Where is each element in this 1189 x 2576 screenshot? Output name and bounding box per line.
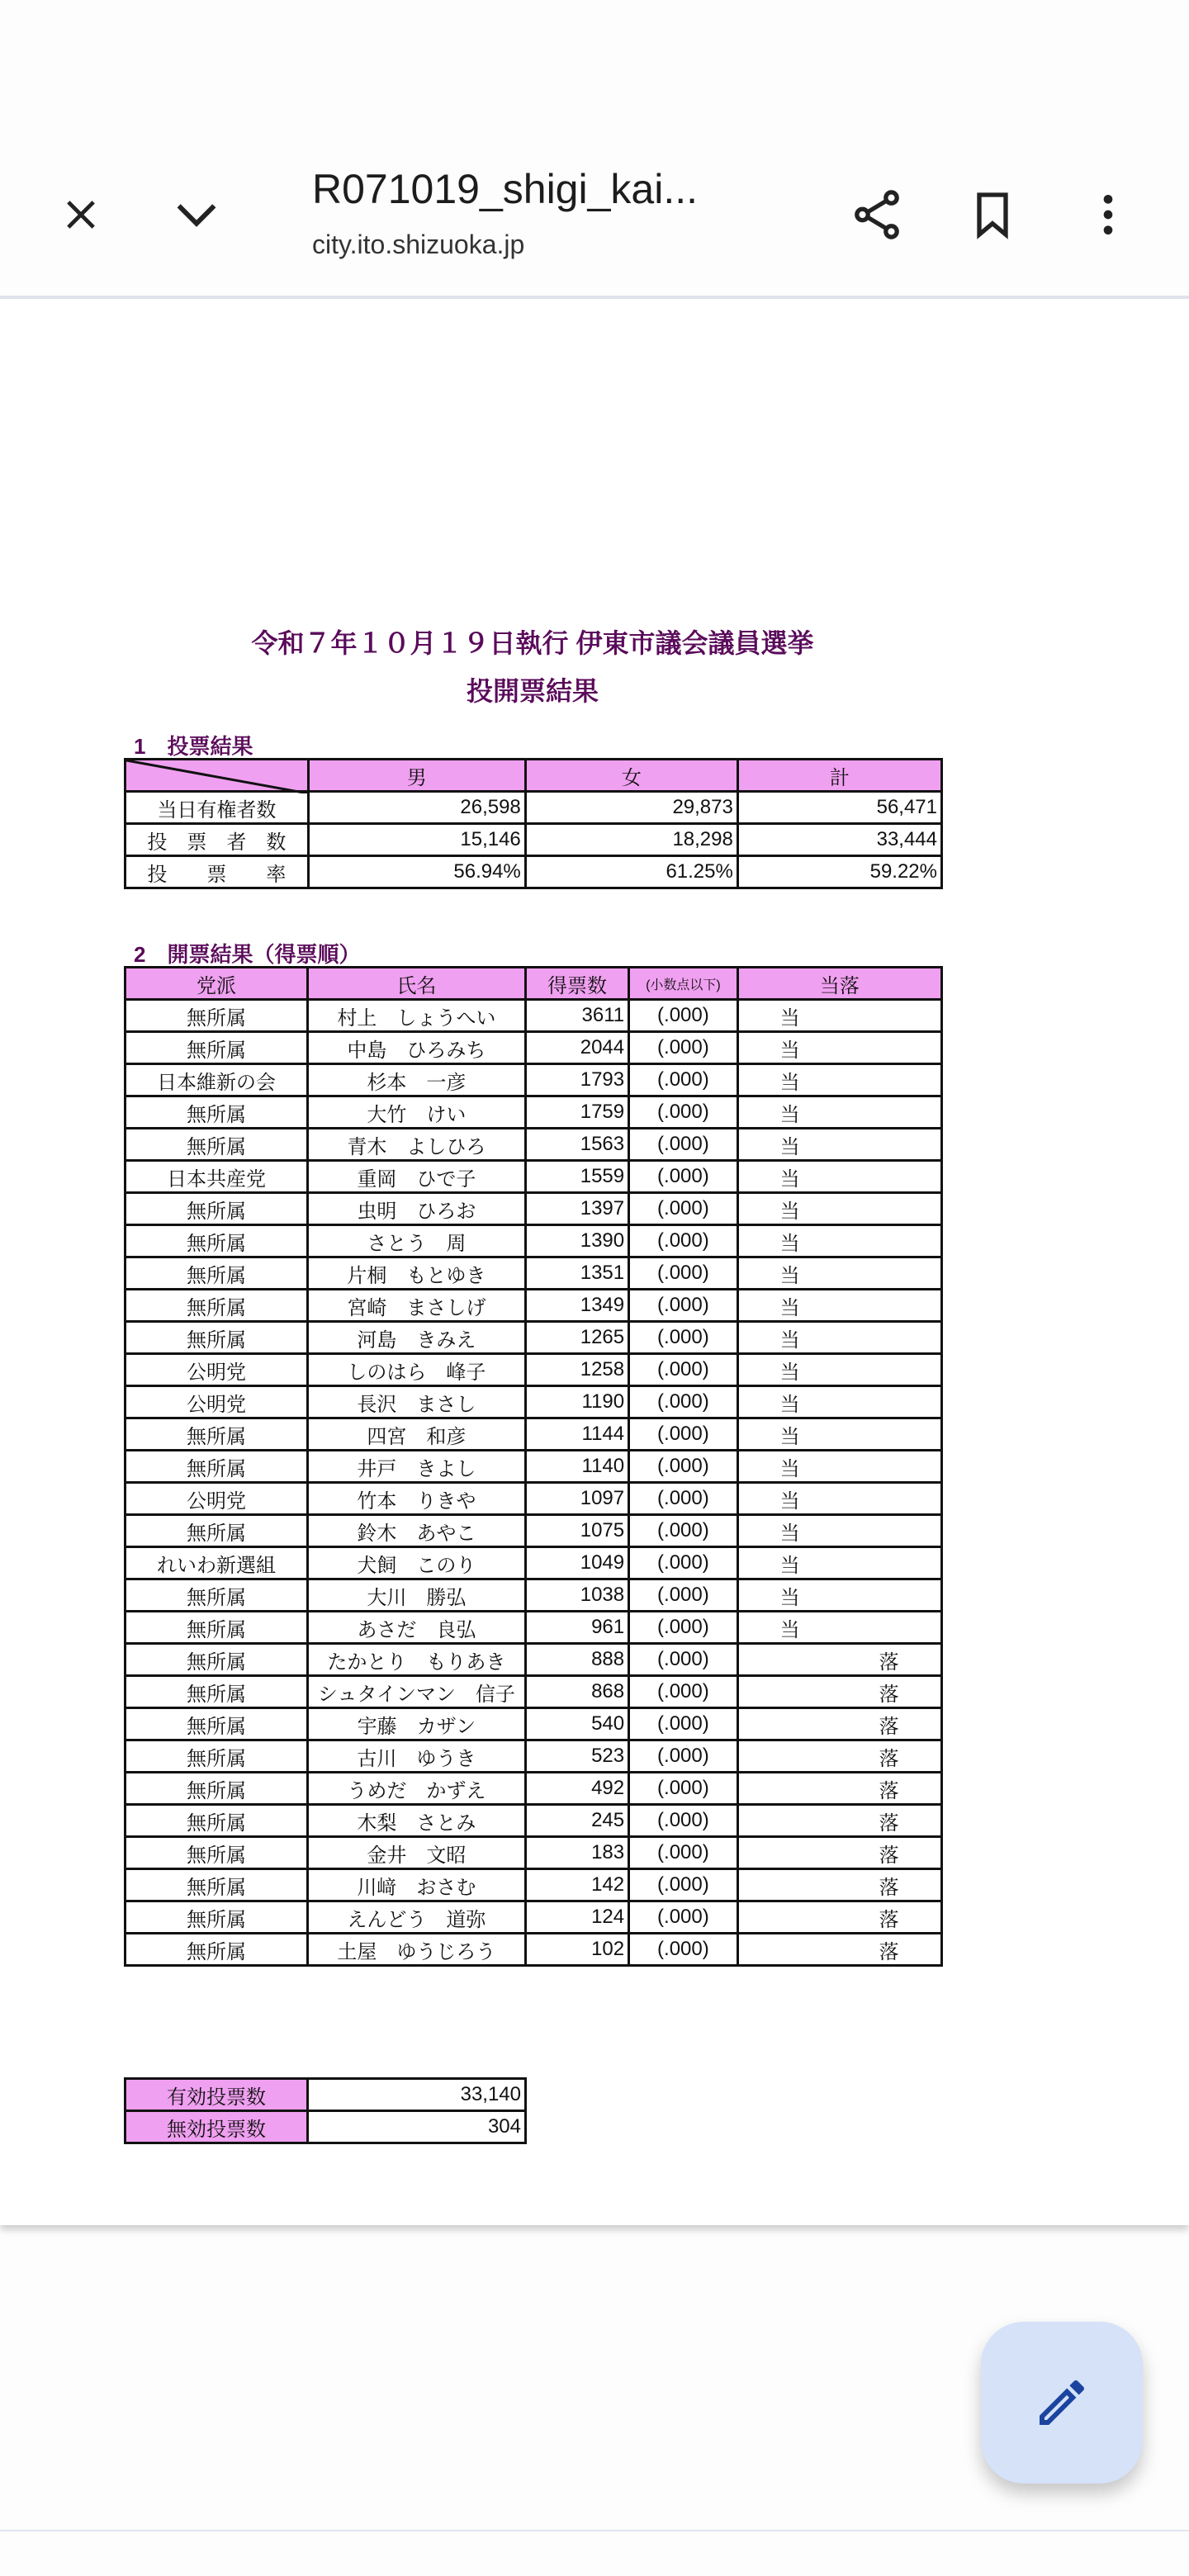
votes-cell: 142: [525, 1869, 628, 1901]
decimal-cell: (.000): [629, 1708, 738, 1740]
summary-row: [126, 2079, 526, 2111]
candidate-name-cell: 青木 よしひろ: [308, 1129, 526, 1161]
candidate-row: [126, 1579, 942, 1612]
party-cell: 無所属: [126, 1418, 308, 1451]
candidate-name-cell: えんどう 道弥: [308, 1901, 526, 1934]
candidate-row: [126, 1515, 942, 1547]
candidate-row: [126, 1805, 942, 1837]
decimal-cell: (.000): [629, 1290, 738, 1322]
decimal-cell: (.000): [629, 1225, 738, 1257]
candidate-row: [126, 1483, 942, 1515]
decimal-cell: (.000): [629, 1193, 738, 1225]
result-cell: 当: [737, 1161, 941, 1193]
party-cell: 日本共産党: [126, 1161, 308, 1193]
close-icon: [59, 193, 102, 236]
decimal-cell: (.000): [629, 1483, 738, 1515]
decimal-cell: (.000): [629, 1354, 738, 1386]
turnout-header-row: [126, 760, 942, 792]
candidate-name-cell: 大竹 けい: [308, 1096, 526, 1129]
candidate-name-cell: 杉本 一彦: [308, 1064, 526, 1096]
candidate-name-cell: 川﨑 おさむ: [308, 1869, 526, 1901]
summary-value: 304: [307, 2111, 525, 2143]
party-cell: 無所属: [126, 1740, 308, 1773]
decimal-cell: (.000): [629, 1612, 738, 1644]
decimal-cell: (.000): [629, 1805, 738, 1837]
votes-cell: 1793: [525, 1064, 628, 1096]
candidate-row: [126, 1257, 942, 1290]
party-cell: 無所属: [126, 1612, 308, 1644]
candidate-row: [126, 1837, 942, 1869]
votes-cell: 245: [525, 1805, 628, 1837]
party-cell: 無所属: [126, 1708, 308, 1740]
candidate-row: [126, 1740, 942, 1773]
document-subtitle: 投開票結果: [466, 676, 599, 706]
decimal-cell: (.000): [629, 1901, 738, 1934]
turnout-row: [126, 792, 942, 824]
candidate-name-cell: 鈴木 あやこ: [308, 1515, 526, 1547]
decimal-cell: (.000): [629, 1644, 738, 1676]
candidate-name-cell: あさだ 良弘: [308, 1612, 526, 1644]
votes-cell: 1097: [525, 1483, 628, 1515]
header-female: 女: [525, 760, 737, 792]
summary-label: 有効投票数: [126, 2079, 308, 2111]
decimal-cell: (.000): [629, 1837, 738, 1869]
candidate-row: [126, 1451, 942, 1483]
bookmark-button[interactable]: [959, 182, 1026, 248]
more-vert-icon: [1082, 188, 1135, 241]
party-cell: 無所属: [126, 1000, 308, 1032]
document-title: 令和７年１０月１９日執行 伊東市議会議員選挙: [251, 628, 814, 658]
votes-cell: 1258: [525, 1354, 628, 1386]
candidate-row: [126, 1225, 942, 1257]
party-cell: 無所属: [126, 1193, 308, 1225]
votes-cell: 1265: [525, 1322, 628, 1354]
candidate-row: [126, 1000, 942, 1032]
candidate-name-cell: 大川 勝弘: [308, 1579, 526, 1612]
result-cell: 当: [737, 1032, 941, 1064]
candidate-row: [126, 1064, 942, 1096]
votes-cell: 1351: [525, 1257, 628, 1290]
decimal-cell: (.000): [629, 1579, 738, 1612]
candidate-row: [126, 1901, 942, 1934]
result-cell: 落: [737, 1837, 941, 1869]
candidate-name-cell: 宇藤 カザン: [308, 1708, 526, 1740]
votes-cell: 1759: [525, 1096, 628, 1129]
collapse-button[interactable]: [163, 182, 230, 248]
party-cell: 公明党: [126, 1354, 308, 1386]
result-cell: 当: [737, 1483, 941, 1515]
result-cell: 当: [737, 1515, 941, 1547]
result-cell: 当: [737, 1096, 941, 1129]
candidate-name-cell: 中島 ひろみち: [308, 1032, 526, 1064]
result-cell: 当: [737, 1612, 941, 1644]
pdf-page: [0, 299, 1189, 2225]
result-cell: 当: [737, 1225, 941, 1257]
party-cell: 公明党: [126, 1386, 308, 1418]
candidate-row: [126, 1547, 942, 1579]
row-label: 投 票 者 数: [126, 824, 309, 856]
diagonal-header-cell: [126, 760, 309, 792]
votes-cell: 1390: [525, 1225, 628, 1257]
result-cell: 当: [737, 1322, 941, 1354]
candidate-row: [126, 1129, 942, 1161]
result-cell: 当: [737, 1290, 941, 1322]
summary-table: [124, 2077, 527, 2144]
result-cell: 当: [737, 1064, 941, 1096]
party-cell: 無所属: [126, 1225, 308, 1257]
votes-cell: 1075: [525, 1515, 628, 1547]
candidate-name-cell: 長沢 まさし: [308, 1386, 526, 1418]
header-male: 男: [308, 760, 525, 792]
page-domain: city.ito.shizuoka.jp: [312, 230, 525, 259]
candidate-row: [126, 1386, 942, 1418]
candidate-row: [126, 1708, 942, 1740]
row-value: 59.22%: [737, 856, 941, 888]
results-header-row: [126, 968, 942, 1000]
share-icon: [848, 186, 906, 244]
turnout-row: [126, 824, 942, 856]
candidate-name-cell: 四宮 和彦: [308, 1418, 526, 1451]
decimal-cell: (.000): [629, 1676, 738, 1708]
row-value: 33,444: [737, 824, 941, 856]
result-cell: 落: [737, 1676, 941, 1708]
decimal-cell: (.000): [629, 1386, 738, 1418]
more-options-button[interactable]: [1075, 182, 1141, 248]
row-value: 15,146: [308, 824, 525, 856]
row-value: 56,471: [737, 792, 941, 824]
decimal-cell: (.000): [629, 1161, 738, 1193]
candidate-name-cell: 犬飼 このり: [308, 1547, 526, 1579]
votes-cell: 1563: [525, 1129, 628, 1161]
party-cell: 無所属: [126, 1901, 308, 1934]
party-cell: 無所属: [126, 1515, 308, 1547]
party-cell: 無所属: [126, 1096, 308, 1129]
section-2-heading: 2 開票結果（得票順）: [134, 942, 361, 967]
result-cell: 落: [737, 1934, 941, 1966]
decimal-cell: (.000): [629, 1129, 738, 1161]
party-cell: 無所属: [126, 1805, 308, 1837]
votes-cell: 961: [525, 1612, 628, 1644]
candidate-name-cell: 重岡 ひで子: [308, 1161, 526, 1193]
candidate-row: [126, 1934, 942, 1966]
row-value: 56.94%: [308, 856, 525, 888]
edit-button[interactable]: [981, 2322, 1143, 2484]
result-cell: 当: [737, 1257, 941, 1290]
candidate-row: [126, 1290, 942, 1322]
candidate-name-cell: 村上 しょうへい: [308, 1000, 526, 1032]
votes-cell: 1559: [525, 1161, 628, 1193]
candidate-row: [126, 1418, 942, 1451]
row-value: 29,873: [525, 792, 737, 824]
votes-cell: 888: [525, 1644, 628, 1676]
party-cell: 無所属: [126, 1644, 308, 1676]
party-cell: 無所属: [126, 1837, 308, 1869]
result-cell: 落: [737, 1644, 941, 1676]
candidate-row: [126, 1869, 942, 1901]
candidate-name-cell: 片桐 もとゆき: [308, 1257, 526, 1290]
decimal-cell: (.000): [629, 1869, 738, 1901]
candidate-row: [126, 1322, 942, 1354]
party-cell: 無所属: [126, 1129, 308, 1161]
party-cell: 無所属: [126, 1934, 308, 1966]
result-cell: 落: [737, 1901, 941, 1934]
party-cell: 無所属: [126, 1257, 308, 1290]
party-cell: 無所属: [126, 1451, 308, 1483]
summary-row: [126, 2111, 526, 2143]
candidate-name-cell: 河島 きみえ: [308, 1322, 526, 1354]
page-title: R071019_shigi_kai...: [312, 166, 698, 212]
result-cell: 当: [737, 1000, 941, 1032]
header-total: 計: [737, 760, 941, 792]
decimal-cell: (.000): [629, 1515, 738, 1547]
candidate-row: [126, 1096, 942, 1129]
result-cell: 落: [737, 1708, 941, 1740]
header-result: 当落: [737, 968, 941, 1000]
votes-cell: 1140: [525, 1451, 628, 1483]
header-decimal: (小数点以下): [629, 968, 738, 1000]
party-cell: 日本維新の会: [126, 1064, 308, 1096]
section-1-heading: 1 投票結果: [134, 734, 253, 759]
candidate-row: [126, 1644, 942, 1676]
candidate-row: [126, 1032, 942, 1064]
result-cell: 当: [737, 1579, 941, 1612]
candidate-name-cell: うめだ かずえ: [308, 1773, 526, 1805]
result-cell: 当: [737, 1451, 941, 1483]
votes-cell: 124: [525, 1901, 628, 1934]
bottom-divider: [0, 2530, 1189, 2531]
candidate-name-cell: しのはら 峰子: [308, 1354, 526, 1386]
summary-label: 無効投票数: [126, 2111, 308, 2143]
decimal-cell: (.000): [629, 1322, 738, 1354]
result-cell: 当: [737, 1354, 941, 1386]
votes-cell: 492: [525, 1773, 628, 1805]
candidate-row: [126, 1161, 942, 1193]
candidate-name-cell: 井戸 きよし: [308, 1451, 526, 1483]
candidate-name-cell: 金井 文昭: [308, 1837, 526, 1869]
turnout-table: [124, 758, 943, 889]
row-value: 18,298: [525, 824, 737, 856]
decimal-cell: (.000): [629, 1740, 738, 1773]
party-cell: れいわ新選組: [126, 1547, 308, 1579]
result-cell: 落: [737, 1805, 941, 1837]
decimal-cell: (.000): [629, 1773, 738, 1805]
candidate-name-cell: 古川 ゆうき: [308, 1740, 526, 1773]
result-cell: 当: [737, 1129, 941, 1161]
party-cell: 無所属: [126, 1773, 308, 1805]
votes-cell: 540: [525, 1708, 628, 1740]
browser-toolbar: [0, 0, 1189, 299]
votes-cell: 523: [525, 1740, 628, 1773]
candidate-name-cell: たかとり もりあき: [308, 1644, 526, 1676]
candidate-row: [126, 1354, 942, 1386]
edit-pencil-icon: [1032, 2373, 1092, 2432]
party-cell: 無所属: [126, 1322, 308, 1354]
result-cell: 当: [737, 1193, 941, 1225]
decimal-cell: (.000): [629, 1064, 738, 1096]
votes-cell: 1397: [525, 1193, 628, 1225]
decimal-cell: (.000): [629, 1000, 738, 1032]
decimal-cell: (.000): [629, 1451, 738, 1483]
votes-cell: 183: [525, 1837, 628, 1869]
votes-cell: 1038: [525, 1579, 628, 1612]
results-table: [124, 966, 943, 1967]
candidate-row: [126, 1193, 942, 1225]
result-cell: 当: [737, 1386, 941, 1418]
votes-cell: 1049: [525, 1547, 628, 1579]
party-cell: 無所属: [126, 1290, 308, 1322]
decimal-cell: (.000): [629, 1547, 738, 1579]
share-button[interactable]: [844, 182, 910, 248]
row-label: 投 票 率: [126, 856, 309, 888]
candidate-row: [126, 1612, 942, 1644]
party-cell: 無所属: [126, 1676, 308, 1708]
party-cell: 公明党: [126, 1483, 308, 1515]
votes-cell: 2044: [525, 1032, 628, 1064]
turnout-row: [126, 856, 942, 888]
decimal-cell: (.000): [629, 1096, 738, 1129]
row-label: 当日有権者数: [126, 792, 309, 824]
votes-cell: 1349: [525, 1290, 628, 1322]
row-value: 26,598: [308, 792, 525, 824]
candidate-name-cell: 虫明 ひろお: [308, 1193, 526, 1225]
bookmark-icon: [966, 188, 1019, 241]
decimal-cell: (.000): [629, 1032, 738, 1064]
votes-cell: 102: [525, 1934, 628, 1966]
candidate-name-cell: さとう 周: [308, 1225, 526, 1257]
result-cell: 当: [737, 1418, 941, 1451]
header-votes: 得票数: [525, 968, 628, 1000]
summary-value: 33,140: [307, 2079, 525, 2111]
candidate-name-cell: 土屋 ゆうじろう: [308, 1934, 526, 1966]
votes-cell: 1190: [525, 1386, 628, 1418]
candidate-name-cell: 木梨 さとみ: [308, 1805, 526, 1837]
result-cell: 落: [737, 1773, 941, 1805]
chevron-down-icon: [170, 188, 223, 241]
header-party: 党派: [126, 968, 308, 1000]
candidate-row: [126, 1773, 942, 1805]
header-name: 氏名: [308, 968, 526, 1000]
result-cell: 当: [737, 1547, 941, 1579]
result-cell: 落: [737, 1869, 941, 1901]
decimal-cell: (.000): [629, 1934, 738, 1966]
party-cell: 無所属: [126, 1869, 308, 1901]
candidate-name-cell: 竹本 りきや: [308, 1483, 526, 1515]
party-cell: 無所属: [126, 1579, 308, 1612]
votes-cell: 868: [525, 1676, 628, 1708]
candidate-name-cell: シュタインマン 信子: [308, 1676, 526, 1708]
party-cell: 無所属: [126, 1032, 308, 1064]
result-cell: 落: [737, 1740, 941, 1773]
votes-cell: 1144: [525, 1418, 628, 1451]
candidate-row: [126, 1676, 942, 1708]
decimal-cell: (.000): [629, 1418, 738, 1451]
decimal-cell: (.000): [629, 1257, 738, 1290]
close-button[interactable]: [48, 182, 114, 248]
votes-cell: 3611: [525, 1000, 628, 1032]
row-value: 61.25%: [525, 856, 737, 888]
candidate-name-cell: 宮崎 まさしげ: [308, 1290, 526, 1322]
